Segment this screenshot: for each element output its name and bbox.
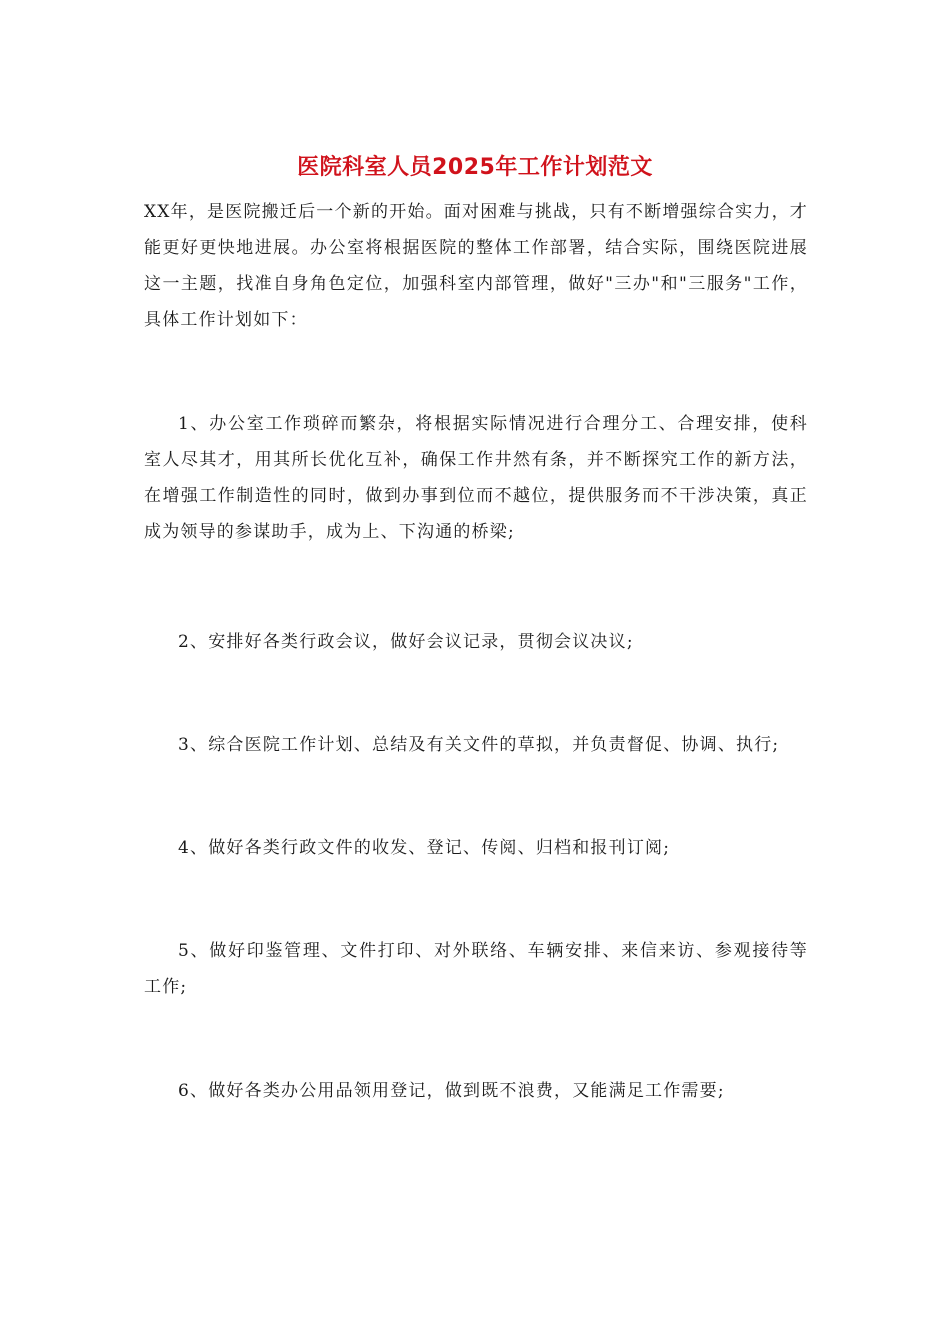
intro-paragraph: XX年，是医院搬迁后一个新的开始。面对困难与挑战，只有不断增强综合实力，才能更好更快地进展。办公室将根据医院的整体工作部署，结合实际，围绕医院进展这一主题，找准自身角色定位，加强科室内部管理，做好"三办"和"三服务"工作，具体工作计划如下： (144, 202, 808, 330)
plan-item-4: 4、做好各类行政文件的收发、登记、传阅、归档和报刊订阅; (178, 838, 671, 858)
document-title: 医院科室人员2025年工作计划范文 (297, 155, 653, 180)
plan-item-5: 5、做好印鉴管理、文件打印、对外联络、车辆安排、来信来访、参观接待等工作; (144, 941, 808, 997)
plan-item-1: 1、办公室工作琐碎而繁杂，将根据实际情况进行合理分工、合理安排，使科室人尽其才，用其所长优化互补，确保工作井然有条，并不断探究工作的新方法，在增强工作制造性的同时，做到办事到位而不越位，提供服务而不干涉决策，真正成为领导的参谋助手，成为上、下沟通的桥梁; (144, 414, 808, 542)
plan-item-2: 2、安排好各类行政会议，做好会议记录，贯彻会议决议; (178, 632, 634, 652)
plan-item-3: 3、综合医院工作计划、总结及有关文件的草拟，并负责督促、协调、执行; (178, 735, 780, 755)
plan-item-6: 6、做好各类办公用品领用登记，做到既不浪费，又能满足工作需要; (178, 1081, 725, 1101)
